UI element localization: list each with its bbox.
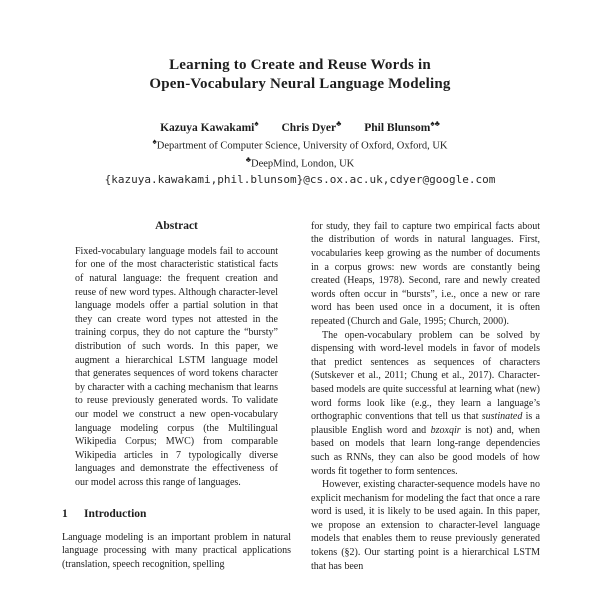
author-affiliation-marker: ♠♣ — [430, 119, 440, 128]
example-word-sustinated: sustinated — [481, 411, 523, 423]
body-paragraph-1: for study, they fail to capture two empirical facts about the distribution of words in natural languages. First, vocabularies keep growing as the number of documents in a corpus grows: new words are constantly being created (Heaps, 1978). Second, rare and newly created words often occur in “bursts”, i.e., once a new or rare word has been used once in a document, it is often repeated (Church and Gale, 1995; Church, 2000). — [311, 220, 540, 327]
affiliation-deepmind — [0, 153, 600, 171]
body-paragraph-2 — [311, 329, 540, 479]
section-number: 1 — [62, 507, 68, 520]
affiliation-oxford — [0, 135, 600, 153]
author-dyer — [281, 119, 342, 134]
author-name: Chris Dyer — [281, 121, 337, 134]
email-line: {kazuya.kawakami,phil.blunsom}@cs.ox.ac.uk,cdyer@google.com — [104, 172, 496, 186]
two-column-body — [62, 220, 540, 573]
author-name: Phil Blunsom — [364, 121, 431, 134]
author-blunsom — [364, 119, 440, 134]
paragraph-2-text: is a plausible English word and — [311, 411, 540, 436]
author-kawakami — [160, 119, 259, 134]
abstract-text: Fixed-vocabulary language models fail to account for one of the most characteristic statistical facts of natural language: the frequent creation and reuse of new word types. Although character-level language models offer a partial solution in that they can create word types not attested in the training corpus, they do not capture the “bursty” distribution of such words. In this paper, we augment a hierarchical LSTM language model that generates sequences of word tokens character by character with a caching mechanism that learns to reuse previously generated words. To validate our model we construct a new open-vocabulary language modeling corpus (the Multilingual Wikipedia Corpus; MWC) from comparable Wikipedia articles in 7 typologically diverse languages and demonstrate the effectiveness of our model across this range of languages. — [75, 245, 278, 488]
section-title: Introduction — [84, 507, 147, 520]
affiliation-marker: ♠ — [152, 136, 157, 146]
section-heading-introduction — [62, 507, 291, 521]
introduction-paragraph: Language modeling is an important problem in natural language processing with many practical applications (translation, speech recognition, spelling — [62, 531, 291, 570]
affiliation-marker: ♣ — [245, 154, 251, 164]
author-name: Kazuya Kawakami — [160, 121, 255, 134]
left-column — [62, 220, 291, 573]
example-word-bzoxqir: bzoxqir — [430, 424, 461, 436]
body-paragraph-3: However, existing character-sequence models have no explicit mechanism for modeling the fact that once a rare word is used, it is likely to be used again. In this paper, we propose an extension to character-level language models that enables them to reuse previously generated tokens (§2). Our starting point is a hierarchical LSTM that has been — [311, 479, 540, 572]
author-affiliation-marker: ♠ — [254, 119, 259, 128]
author-affiliation-marker: ♣ — [336, 119, 342, 128]
affiliation-text: Department of Computer Science, University of Oxford, Oxford, UK — [156, 140, 448, 152]
paper-header — [0, 0, 600, 187]
paragraph-2-text: The open-vocabulary problem can be solved by dispensing with word-level models in favor of models that predict sentences as sequences of characters (Sutskever et al., 2011; Chung et al., 2017). Character-based models are quite successful at learning what (new) word forms look like (e.g., they learn a language’s orthographic conventions that tell us that — [311, 329, 540, 423]
abstract-heading: Abstract — [155, 219, 198, 232]
title-line-1: Learning to Create and Reuse Words in — [169, 57, 431, 73]
authors-line — [0, 117, 600, 135]
paragraph-2-text: is not) and, when based on models that learn long-range dependencies such as RNNs, they can also be good models of how words fit together to form sentences. — [311, 424, 540, 477]
affiliation-text: DeepMind, London, UK — [251, 158, 355, 170]
title-line-2: Open-Vocabulary Neural Language Modeling — [149, 76, 451, 92]
paper-title — [0, 56, 600, 94]
right-column — [311, 220, 540, 573]
